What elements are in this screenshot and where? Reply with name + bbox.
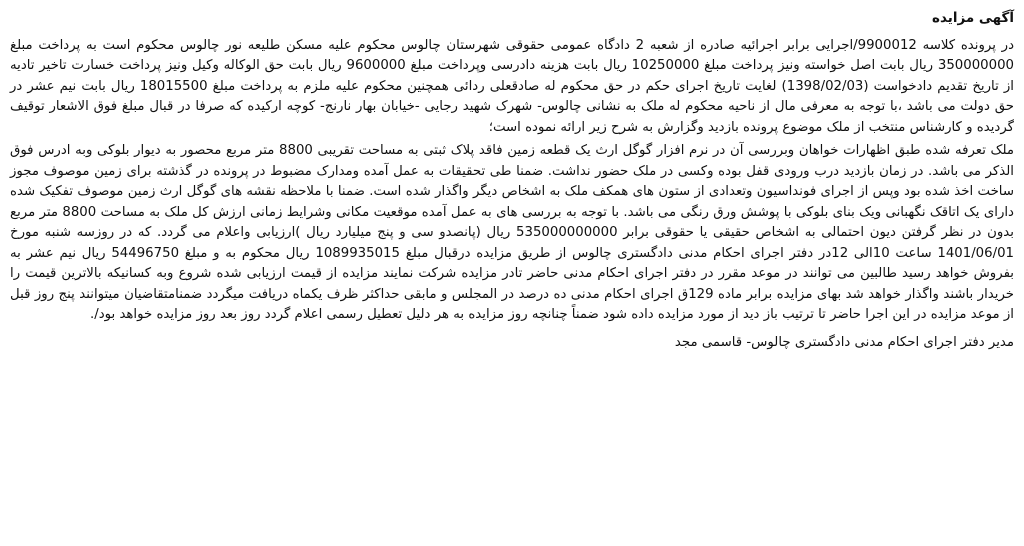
notice-paragraph-property-auction: ملک تعرفه شده طبق اظهارات خواهان وبررسی آن در نرم افزار گوگل ارث یک قطعه زمین فاقد پلاک ثبتی به مساحت تقریبی 8800 متر مربع محصور به دیوار بلوکی وبه ادرس فوق الذکر می باشد. در زمان بازدید درب ورودی قفل بوده وکسی در ملک حضور نداشت. ضمنا طی تحقیقات به عمل آمده ومدارک مضبوط در پرونده در گذشته برای زمین موصوف مجوز ساخت اخذ شده بود وپس از اجرای فونداسیون وتعدادی از ستون های همکف ملک به اشخاص دیگر واگذار شده است. ضمنا با ملاحظه نقشه های گوگل ارث زمین موصوف تفکیک شده دارای یک اتاقک نگهبانی ویک بنای بلوکی با پوشش ورق رنگی می باشد. با توجه به بررسی های به عمل آمده موقعیت مکانی وشرایط زمانی ارزش کل ملک به مساحت 8800 متر مربع بدون در نظر گرفتن دیون احتمالی به اشخاص حقیقی یا حقوقی برابر 535000000000 ریال (پانصدو سی و پنج میلیارد ریال )ارزیابی واعلام می گردد. که در روزسه شنبه مورخ 1401/06/01 ساعت 10الی 12در دفتر اجرای احکام مدنی دادگستری چالوس از طریق مزایده درقبال مبلغ 1089935015 ریال محکوم به و مبلغ 54496750 ریال نیم عشر به بفروش خواهد رسید طالبین می توانند در موعد مقرر در دفتر اجرای احکام مدنی حاضر تادر مزایده شرکت نمایند مزایده از قیمت ارزیابی شده شروع وبه کسانیکه بالاترین قیمت را خریدار باشند واگذار خواهد شد بهای مزایده برابر ماده 129ق اجرای احکام مدنی ده درصد در المجلس و مابقی حداکثر ظرف یکماه دریافت میگردد ضمنامتقاضیان میتوانند پنج روز قبل از موعد مزایده در این اجرا حاضر تا ترتیب باز دید از مورد مزایده داده شود ضمناً چنانچه روز مزایده به هر دلیل تعطیل رسمی اعلام گردد روز بعد روز مزایده خواهد بود/. bbox=[10, 143, 1015, 322]
notice-paragraph-case-details: در پرونده کلاسه 9900012/اجرایی برابر اجرائیه صادره از شعبه 2 دادگاه عمومی حقوقی شهرستان چالوس محکوم علیه مسکن طلیعه نور چالوس محکوم است به پرداخت مبلغ 350000000 ریال بابت اصل خواسته ونیز پرداخت مبلغ 10250000 ریال بابت هزینه دادرسی وپرداخت مبلغ 9600000 ریال بابت حق الوکاله وکیل ونیز پرداخت خسارت تاخیر تادیه از تاریخ تقدیم دادخواست (1398/02/03) لغایت تاریخ اجرای حکم در حق محکوم له صادقعلی ردائی همچنین محکوم علیه ملزم به پرداخت مبلغ 18015500 ریال بابت نیم عشر در حق دولت می باشد ،با توجه به معرفی مال از ناحیه محکوم له ملک به نشانی چالوس- شهرک شهید رجایی -خیابان بهار نارنج- کوچه ارکیده که صرفا در قبال مبلغ فوق الاشعار توقیف گردیده و کارشناس منتخب از ملک موضوع پرونده بازدید وگزارش به شرح زیر ارائه نموده است؛ bbox=[10, 37, 1014, 135]
notice-signature: مدیر دفتر اجرای احکام مدنی دادگستری چالوس- قاسمی مجد bbox=[674, 334, 1014, 350]
notice-title: آگهی مزایده bbox=[932, 10, 1014, 26]
